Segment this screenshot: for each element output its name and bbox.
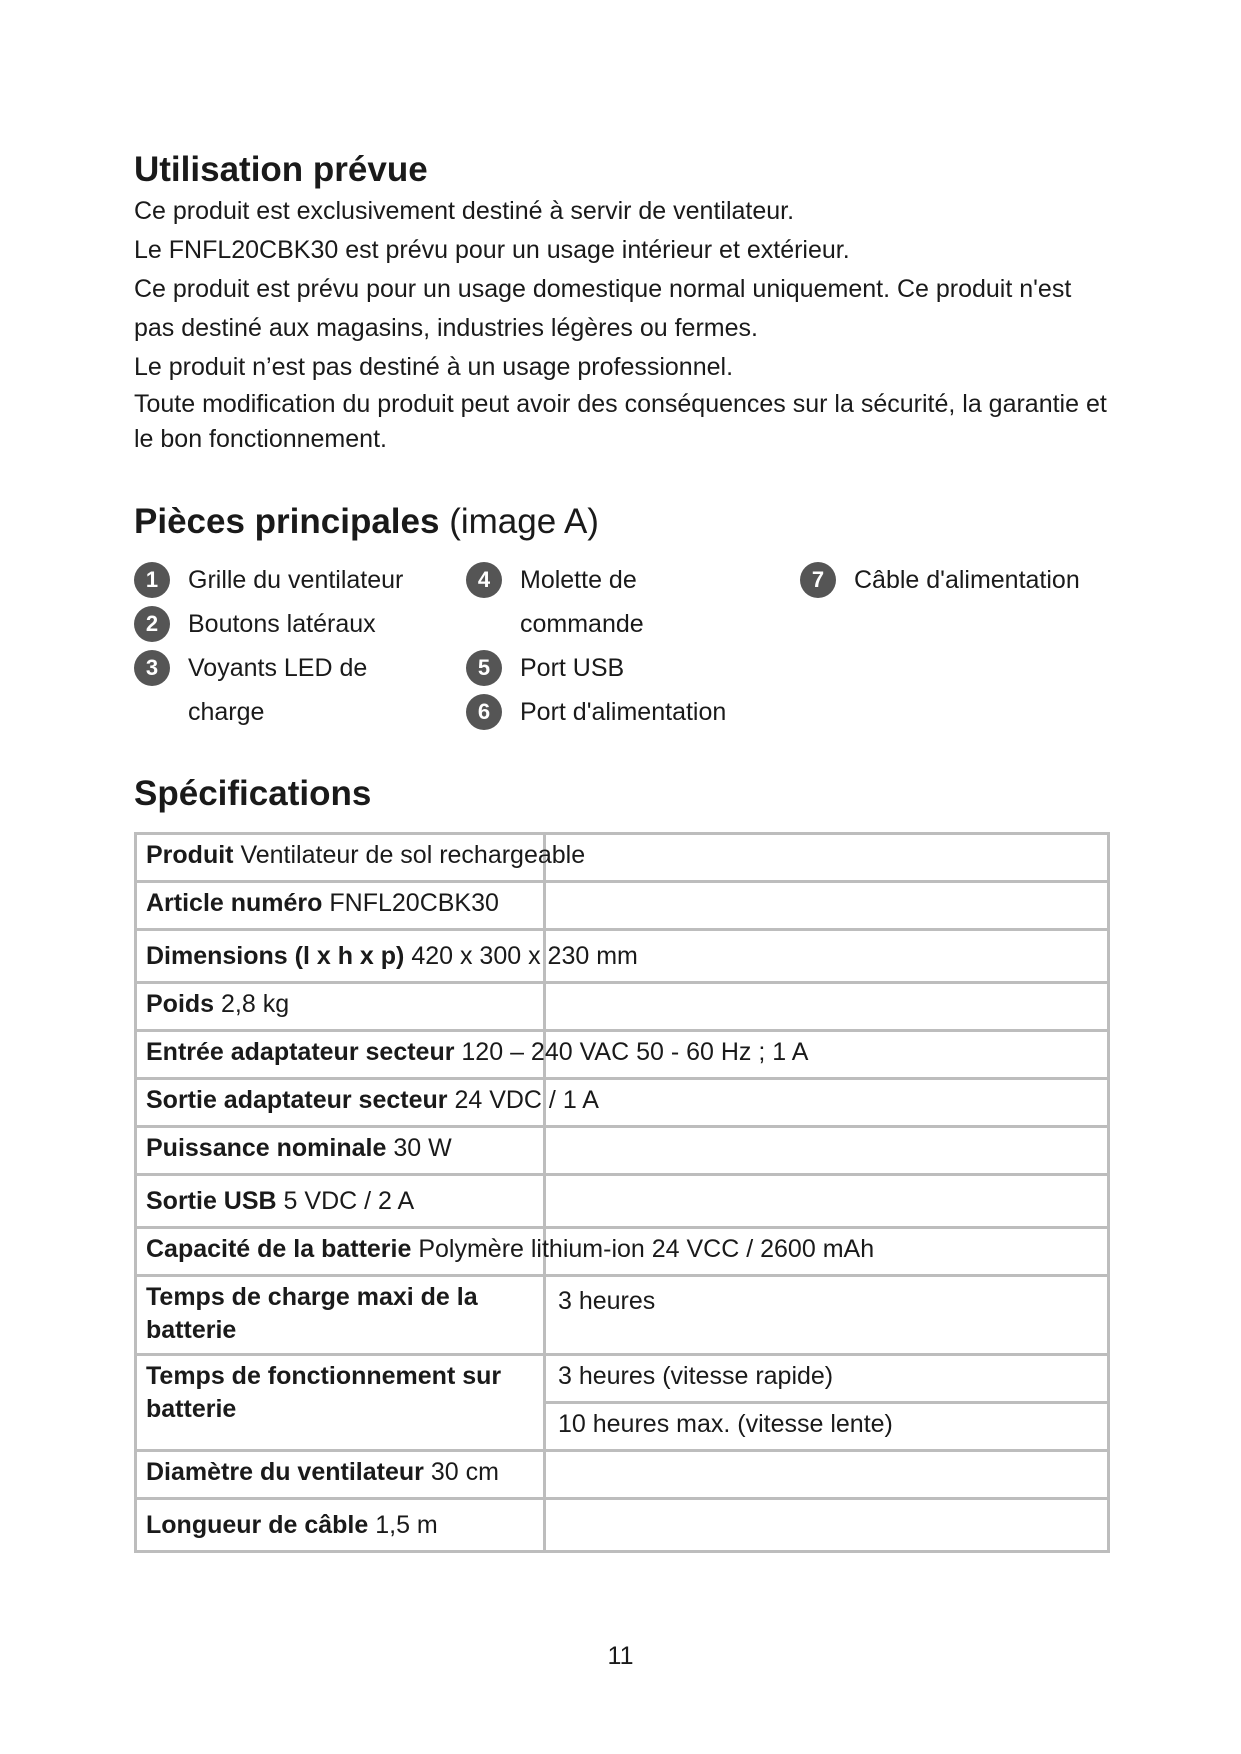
part-item: [800, 558, 1084, 602]
specifications-title: Spécifications: [134, 774, 372, 813]
part-item: [466, 646, 786, 690]
spec-cell: [136, 930, 638, 983]
specifications-section: [134, 772, 1109, 1553]
parts-list: [134, 558, 1109, 738]
part-label: Port d'alimentation: [520, 698, 727, 726]
spec-label: Diamètre du ventilateur: [146, 1458, 424, 1486]
main-parts-section: [134, 500, 1109, 738]
spec-value-cell: [545, 1403, 1109, 1451]
main-parts-title-suffix: (image A): [449, 502, 599, 541]
spec-label: Sortie adaptateur secteur: [146, 1086, 448, 1114]
spec-value: Polymère lithium-ion 24 VCC / 2600 mAh: [418, 1235, 875, 1263]
spec-empty-cell: [545, 1175, 1109, 1228]
part-item: [134, 646, 428, 734]
spec-label: Longueur de câble: [146, 1511, 369, 1539]
part-label: Port USB: [520, 654, 625, 682]
spec-value-cell: [545, 1276, 1109, 1355]
parts-column-1: [134, 558, 434, 734]
spec-cell: [136, 834, 586, 882]
spec-empty-cell: [545, 882, 1109, 930]
spec-cell: [136, 1499, 545, 1552]
spec-empty-cell: [545, 1451, 1109, 1499]
spec-value: 120 – 240 VAC 50 - 60 Hz ; 1 A: [461, 1038, 809, 1066]
part-label: Grille du ventilateur: [188, 566, 404, 594]
number-badge-icon: 3: [134, 650, 170, 686]
spec-empty-cell: [545, 1079, 1109, 1127]
table-row: [136, 1127, 1109, 1175]
spec-cell: [136, 1175, 545, 1228]
spec-cell: [136, 1228, 875, 1276]
table-row: [136, 930, 1109, 983]
table-row: [136, 1499, 1109, 1552]
spec-label: Sortie USB: [146, 1187, 277, 1215]
part-item: [134, 602, 434, 646]
spec-cell: [136, 1127, 545, 1175]
spec-empty-cell: [545, 834, 1109, 882]
spec-label: Puissance nominale: [146, 1134, 387, 1162]
number-badge-icon: 5: [466, 650, 502, 686]
table-row: [136, 983, 1109, 1031]
intended-use-title: Utilisation prévue: [134, 150, 428, 189]
spec-label-cell: [136, 1355, 545, 1451]
spec-value: 30 W: [393, 1134, 452, 1162]
number-badge-icon: 6: [466, 694, 502, 730]
spec-label: Temps de fonctionnement sur batterie: [146, 1362, 502, 1423]
number-badge-icon: 4: [466, 562, 502, 598]
page-number: 11: [607, 1642, 634, 1670]
intended-use-line: Toute modification du produit peut avoir des conséquences sur la sécurité, la garantie et le bon fonctionnement.: [134, 390, 1107, 453]
spec-value: 30 cm: [430, 1458, 499, 1486]
part-label: Câble d'alimentation: [854, 566, 1080, 594]
part-item: [466, 558, 690, 646]
intended-use-line: Le produit n’est pas destiné à un usage professionnel.: [134, 353, 734, 381]
part-label: Voyants LED de charge: [188, 654, 368, 726]
intended-use-section: [134, 148, 1109, 457]
part-label: Molette de commande: [520, 566, 644, 638]
spec-empty-cell: [545, 983, 1109, 1031]
table-row: [136, 882, 1109, 930]
spec-cell: [136, 1451, 545, 1499]
spec-value: 3 heures (vitesse rapide): [558, 1362, 834, 1390]
spec-empty-cell: [545, 1499, 1109, 1552]
spec-empty-cell: [545, 1127, 1109, 1175]
spec-cell: [136, 882, 545, 930]
table-row: [136, 1451, 1109, 1499]
spec-value: 420 x 300 x 230 mm: [411, 942, 638, 970]
spec-label: Poids: [146, 990, 215, 1018]
spec-value: 10 heures max. (vitesse lente): [558, 1410, 893, 1438]
specifications-table: [134, 832, 1110, 1553]
spec-value: 3 heures: [558, 1287, 656, 1315]
part-item: [134, 558, 434, 602]
intended-use-text: [134, 192, 1109, 457]
intended-use-line: Le FNFL20CBK30 est prévu pour un usage intérieur et extérieur.: [134, 236, 850, 264]
parts-column-3: [800, 558, 1100, 602]
spec-cell: [136, 983, 545, 1031]
number-badge-icon: 2: [134, 606, 170, 642]
intended-use-line: Ce produit est exclusivement destiné à servir de ventilateur.: [134, 197, 795, 225]
table-row: [136, 1031, 1109, 1079]
spec-value: Ventilateur de sol rechargeable: [240, 841, 586, 869]
table-row: [136, 1228, 1109, 1276]
spec-cell: [136, 1079, 599, 1127]
spec-label: Capacité de la batterie: [146, 1235, 412, 1263]
number-badge-icon: 7: [800, 562, 836, 598]
parts-column-2: [466, 558, 786, 734]
spec-label: Produit: [146, 841, 234, 869]
spec-label-cell: [136, 1276, 545, 1355]
spec-value: FNFL20CBK30: [329, 889, 499, 917]
spec-label: Entrée adaptateur secteur: [146, 1038, 455, 1066]
spec-value-cell: [545, 1355, 1109, 1403]
part-item: [466, 690, 786, 734]
intended-use-line: Ce produit est prévu pour un usage domestique normal uniquement. Ce produit n'est pas destiné aux magasins, industries légères ou fermes.: [134, 275, 1072, 342]
spec-value: 1,5 m: [375, 1511, 438, 1539]
spec-label: Article numéro: [146, 889, 323, 917]
table-row: [136, 834, 1109, 882]
spec-label: Dimensions (l x h x p): [146, 942, 405, 970]
table-row: [136, 1355, 1109, 1403]
spec-value: 2,8 kg: [221, 990, 290, 1018]
table-row: [136, 1079, 1109, 1127]
spec-label: Temps de charge maxi de la batterie: [146, 1283, 478, 1344]
spec-cell: [136, 1031, 809, 1079]
table-row: [136, 1276, 1109, 1355]
spec-value: 24 VDC / 1 A: [454, 1086, 599, 1114]
spec-value: 5 VDC / 2 A: [283, 1187, 415, 1215]
main-parts-title-bold: Pièces principales: [134, 502, 440, 541]
table-row: [136, 1175, 1109, 1228]
main-parts-title: [134, 500, 1109, 544]
part-label: Boutons latéraux: [188, 610, 376, 638]
number-badge-icon: 1: [134, 562, 170, 598]
